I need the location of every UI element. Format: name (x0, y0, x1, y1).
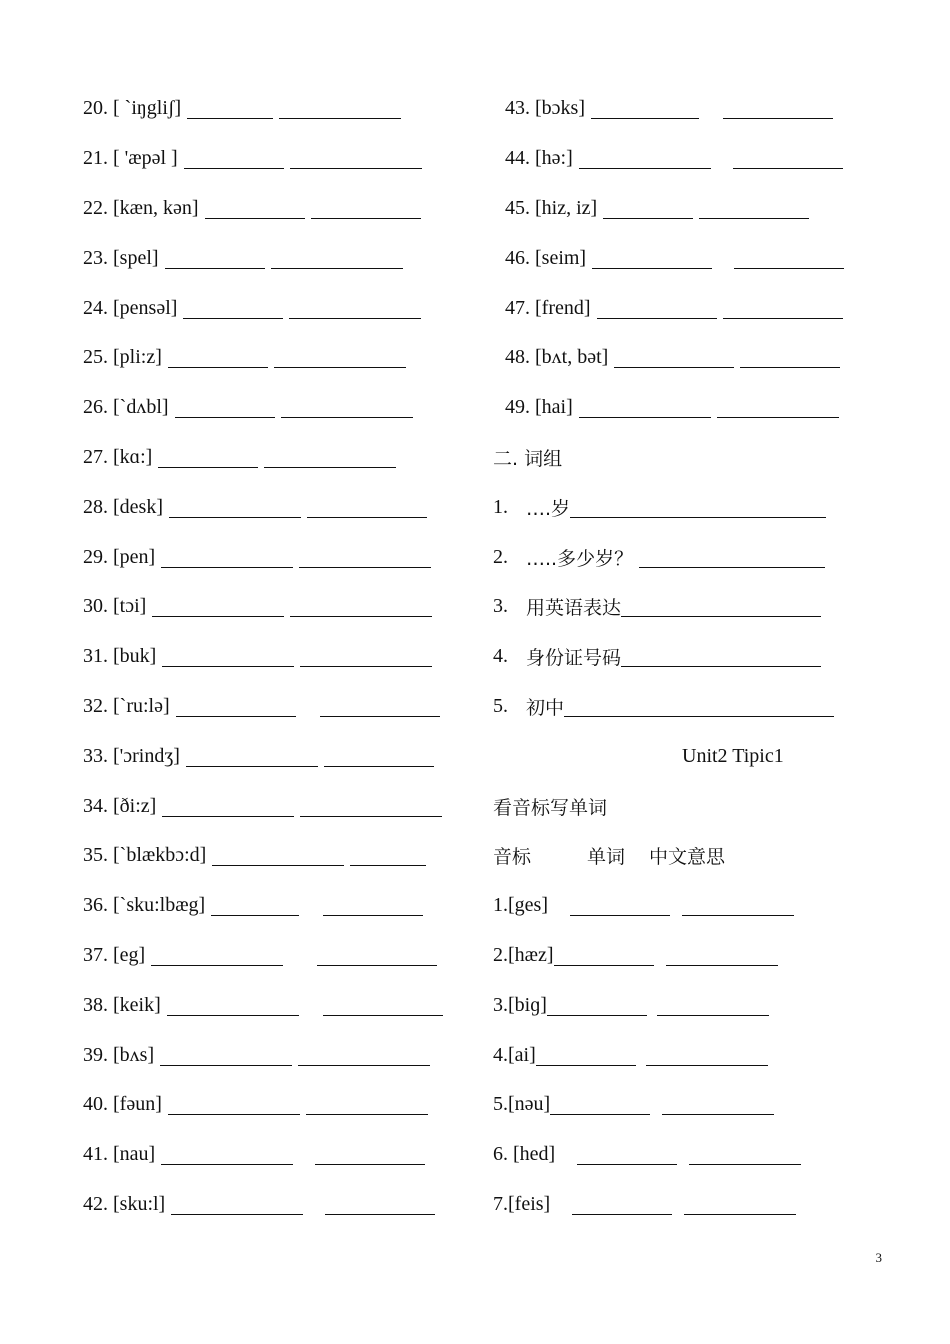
answer-blank-word[interactable] (165, 248, 265, 269)
phonetic-label: 22. [kæn, kən] (83, 196, 199, 219)
phrase-number: 5. (493, 694, 508, 717)
list-item (83, 682, 463, 732)
answer-blank-word[interactable] (205, 198, 305, 219)
phonetic-label: 49. [hai] (505, 396, 573, 419)
header-word: 单词 (587, 846, 626, 869)
answer-blank-meaning[interactable] (320, 696, 440, 717)
answer-blank-word[interactable] (151, 945, 283, 966)
answer-blank-word[interactable] (554, 945, 654, 966)
answer-blank-meaning[interactable] (299, 547, 431, 568)
header-phonetic: 音标 (493, 846, 532, 869)
list-item (493, 383, 873, 433)
phrase-number: 1. (493, 495, 508, 518)
phonetic-label: 21. [ 'æpəl ] (83, 147, 178, 170)
phrase-item (493, 532, 873, 582)
phonetic-label: 31. [buk] (83, 645, 157, 668)
answer-blank-meaning[interactable] (323, 895, 423, 916)
phonetic-label: 25. [pli:z] (83, 346, 162, 369)
answer-blank-word[interactable] (570, 895, 670, 916)
answer-blank-meaning[interactable] (723, 298, 843, 319)
answer-blank-word[interactable] (169, 497, 301, 518)
list-item (83, 582, 463, 632)
answer-blank[interactable] (621, 646, 821, 667)
phrase-text: 用英语表达 (526, 597, 622, 620)
phonetic-label: 47. [frend] (505, 296, 591, 319)
answer-blank-word[interactable] (572, 1194, 672, 1215)
phonetic-label: 41. [nau] (83, 1143, 156, 1166)
list-item (83, 383, 463, 433)
answer-blank-word[interactable] (592, 248, 712, 269)
answer-blank-meaning[interactable] (325, 1194, 435, 1215)
answer-blank-meaning[interactable] (723, 98, 833, 119)
list-item (493, 84, 873, 134)
list-item (493, 1130, 873, 1180)
answer-blank-meaning[interactable] (662, 1094, 774, 1115)
answer-blank-meaning[interactable] (324, 746, 434, 767)
list-item (83, 1030, 463, 1080)
answer-blank-word[interactable] (152, 596, 284, 617)
list-item (83, 333, 463, 383)
list-item (493, 233, 873, 283)
answer-blank-word[interactable] (162, 796, 294, 817)
answer-blank-meaning[interactable] (306, 1094, 428, 1115)
answer-blank-word[interactable] (168, 347, 268, 368)
list-item (83, 980, 463, 1030)
answer-blank-meaning[interactable] (279, 98, 401, 119)
answer-blank-meaning[interactable] (264, 447, 396, 468)
list-item (83, 781, 463, 831)
answer-blank-word[interactable] (162, 646, 294, 667)
page-number: 3 (875, 1250, 882, 1265)
answer-blank-meaning[interactable] (300, 796, 442, 817)
answer-blank-word[interactable] (579, 148, 711, 169)
answer-blank-word[interactable] (579, 397, 711, 418)
phonetic-label: 44. [hə:] (505, 147, 573, 170)
phonetic-label: 33. ['ɔrindʒ] (83, 744, 180, 767)
answer-blank-meaning[interactable] (699, 198, 809, 219)
phrase-text: ….岁 (526, 497, 571, 520)
answer-blank-meaning[interactable] (666, 945, 778, 966)
answer-blank-word[interactable] (591, 98, 699, 119)
answer-blank[interactable] (639, 547, 825, 568)
answer-blank-word[interactable] (187, 98, 273, 119)
phonetic-label: 29. [pen] (83, 545, 156, 568)
answer-blank-meaning[interactable] (298, 1045, 430, 1066)
answer-blank-meaning[interactable] (311, 198, 421, 219)
answer-blank-word[interactable] (176, 696, 296, 717)
answer-blank[interactable] (621, 596, 821, 617)
answer-blank-word[interactable] (183, 298, 283, 319)
answer-blank-word[interactable] (614, 347, 734, 368)
answer-blank-word[interactable] (161, 1144, 293, 1165)
list-item (493, 1080, 873, 1130)
answer-blank-meaning[interactable] (307, 497, 427, 518)
list-item (83, 184, 463, 234)
unit-title (493, 731, 873, 781)
phrase-item (493, 632, 873, 682)
answer-blank-word[interactable] (167, 995, 299, 1016)
answer-blank-meaning[interactable] (300, 646, 432, 667)
unit-title-text: Unit2 Tipic1 (682, 744, 784, 767)
list-item (493, 931, 873, 981)
list-item (83, 931, 463, 981)
answer-blank-meaning[interactable] (740, 347, 840, 368)
list-item (83, 233, 463, 283)
answer-blank-meaning[interactable] (274, 347, 406, 368)
phonetic-label: 28. [desk] (83, 495, 163, 518)
phonetic-label: 45. [hiz, iz] (505, 196, 598, 219)
phonetic-label: 34. [ði:z] (83, 794, 157, 817)
answer-blank-word[interactable] (212, 845, 344, 866)
answer-blank-word[interactable] (536, 1045, 636, 1066)
answer-blank-meaning[interactable] (315, 1144, 425, 1165)
answer-blank-meaning[interactable] (646, 1045, 768, 1066)
answer-blank-word[interactable] (161, 547, 293, 568)
list-item (493, 1030, 873, 1080)
phrase-text: 初中 (526, 696, 565, 719)
answer-blank-word[interactable] (175, 397, 275, 418)
phonetic-label: 46. [seim] (505, 246, 587, 269)
list-item (493, 283, 873, 333)
list-item (83, 831, 463, 881)
list-item (493, 134, 873, 184)
answer-blank-meaning[interactable] (289, 298, 421, 319)
phonetic-label: 3.[biɡ] (493, 993, 547, 1016)
answer-blank-word[interactable] (184, 148, 284, 169)
phrase-item (493, 682, 873, 732)
list-item (83, 532, 463, 582)
header-meaning: 中文意思 (649, 846, 726, 869)
list-item (493, 184, 873, 234)
section-heading-phrases (493, 433, 873, 483)
answer-blank-meaning[interactable] (733, 148, 843, 169)
list-item (493, 881, 873, 931)
answer-blank-meaning[interactable] (290, 148, 422, 169)
right-column (493, 84, 873, 1229)
section-heading-phonetics (493, 781, 873, 831)
answer-blank-word[interactable] (171, 1194, 303, 1215)
phrase-text: …..多少岁？ (526, 547, 634, 570)
answer-blank[interactable] (564, 696, 834, 717)
phonetic-label: 4.[ai] (493, 1043, 536, 1066)
answer-blank-meaning[interactable] (350, 845, 426, 866)
phonetic-label: 30. [tɔi] (83, 595, 147, 618)
phonetic-label: 24. [pensəl] (83, 296, 178, 319)
list-item (83, 1180, 463, 1230)
phonetic-label: 5.[nəu] (493, 1093, 551, 1116)
list-item (83, 1080, 463, 1130)
list-item (493, 333, 873, 383)
answer-blank-meaning[interactable] (682, 895, 794, 916)
phonetic-label: 2.[hæz] (493, 943, 554, 966)
answer-blank-word[interactable] (160, 1045, 292, 1066)
list-item (83, 731, 463, 781)
answer-blank-word[interactable] (186, 746, 318, 767)
answer-blank-word[interactable] (158, 447, 258, 468)
answer-blank-word[interactable] (547, 995, 647, 1016)
answer-blank-word[interactable] (550, 1094, 650, 1115)
phonetic-label: 42. [sku:l] (83, 1192, 166, 1215)
answer-blank-meaning[interactable] (271, 248, 403, 269)
answer-blank-word[interactable] (168, 1094, 300, 1115)
phrase-number: 2. (493, 545, 508, 568)
answer-blank-meaning[interactable] (734, 248, 844, 269)
answer-blank-meaning[interactable] (317, 945, 437, 966)
section-heading-label: 二. 词组 (493, 447, 563, 470)
section-heading-label: 看音标写单词 (493, 796, 608, 819)
list-item (83, 283, 463, 333)
phrase-number: 4. (493, 645, 508, 668)
phonetic-label: 7.[feis] (493, 1192, 551, 1215)
phonetic-label: 43. [bɔks] (505, 97, 585, 120)
list-item (83, 134, 463, 184)
answer-blank-meaning[interactable] (290, 596, 432, 617)
list-item (493, 1180, 873, 1230)
list-item (493, 980, 873, 1030)
column-headers (493, 831, 873, 881)
left-column (83, 84, 463, 1229)
answer-blank-meaning[interactable] (717, 397, 839, 418)
phonetic-label: 27. [kɑ:] (83, 445, 153, 468)
answer-blank-word[interactable] (603, 198, 693, 219)
list-item (83, 632, 463, 682)
answer-blank-word[interactable] (597, 298, 717, 319)
phrase-text: 身份证号码 (526, 647, 622, 670)
phonetic-label: 40. [fəun] (83, 1093, 162, 1116)
phrase-item (493, 482, 873, 532)
list-item (83, 433, 463, 483)
answer-blank-meaning[interactable] (281, 397, 413, 418)
answer-blank-meaning[interactable] (684, 1194, 796, 1215)
phonetic-label: 37. [eg] (83, 943, 146, 966)
phonetic-label: 48. [bʌt, bət] (505, 346, 609, 369)
answer-blank-word[interactable] (577, 1144, 677, 1165)
answer-blank-word[interactable] (211, 895, 299, 916)
phonetic-label: 6. [hed] (493, 1143, 556, 1166)
phonetic-label: 36. [`sku:lbæg] (83, 894, 206, 917)
answer-blank-meaning[interactable] (689, 1144, 801, 1165)
phonetic-label: 32. [`ru:lə] (83, 694, 170, 717)
phonetic-label: 26. [`dʌbl] (83, 396, 169, 419)
phonetic-label: 39. [bʌs] (83, 1043, 155, 1066)
phonetic-label: 1.[ges] (493, 894, 548, 917)
phrase-item (493, 582, 873, 632)
list-item (83, 84, 463, 134)
list-item (83, 1130, 463, 1180)
phrase-number: 3. (493, 595, 508, 618)
list-item (83, 482, 463, 532)
list-item (83, 881, 463, 931)
phonetic-label: 35. [`blækbɔ:d] (83, 844, 207, 867)
answer-blank[interactable] (570, 497, 826, 518)
phonetic-label: 38. [keik] (83, 993, 161, 1016)
phonetic-label: 23. [spel] (83, 246, 159, 269)
answer-blank-meaning[interactable] (323, 995, 443, 1016)
answer-blank-meaning[interactable] (657, 995, 769, 1016)
phonetic-label: 20. [ `iŋgliʃ] (83, 97, 182, 120)
